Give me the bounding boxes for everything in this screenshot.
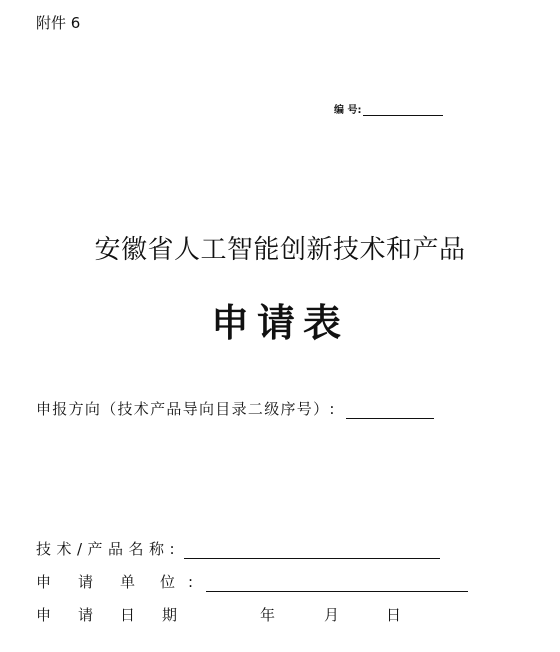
applicant-unit-field [36,571,468,592]
application-direction-blank[interactable] [346,402,434,419]
product-name-blank[interactable] [184,542,440,559]
application-date-field [36,604,401,625]
date-month-unit: 月 [324,606,340,624]
date-label-char: 请 [78,606,94,624]
product-name-label: 技术/产品名称: [36,540,181,558]
applicant-unit-char: 请 [78,573,94,591]
applicant-unit-char: 单 [120,573,136,591]
applicant-unit-char: 位 [160,573,176,591]
document-number-blank[interactable] [363,102,443,116]
date-year-unit: 年 [260,606,276,624]
date-label-char: 日 [120,606,136,624]
date-label-char: 期 [162,606,178,624]
application-direction-field [36,398,434,419]
form-subtitle: 申请表 [210,301,349,345]
product-name-field [36,538,440,559]
applicant-unit-label [36,571,202,592]
applicant-unit-blank[interactable] [206,575,468,592]
form-title: 安徽省人工智能创新技术和产品 [94,235,466,265]
annex-label: 附件 6 [36,14,81,32]
applicant-unit-char: 申 [36,573,52,591]
date-label-char: 申 [36,606,52,624]
date-day-unit: 日 [386,606,402,624]
applicant-unit-char: : [188,573,194,591]
document-number-label: 编 号: [334,105,362,116]
application-direction-label: 申报方向（技术产品导向目录二级序号）: [36,400,336,418]
document-number-field [334,101,443,116]
